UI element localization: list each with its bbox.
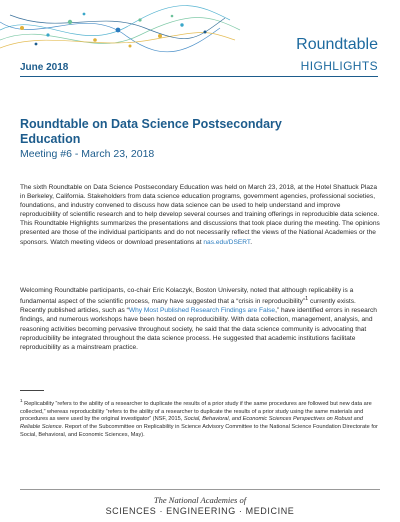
footnote-text-a: Replicability “refers to the ability of a researcher to duplicate the results of a prior study if the same procedures are followed but new data are collected,” whereas reproducibility “refers to the ability of a researcher to duplicate the results of a prior study using the same materials and procedures as were used by the original investigator” (NSF, 2015, (20, 400, 372, 423)
footnote (20, 397, 382, 440)
article-link[interactable]: Why Most Published Research Findings are False (128, 307, 276, 315)
publication-date: June 2018 (20, 62, 69, 73)
welcome-text-2: currently exists. Recently published articles, such as “ (20, 298, 356, 315)
dsert-link[interactable]: nas.edu/DSERT (203, 238, 251, 246)
footnote-reference[interactable]: 1 (305, 296, 309, 303)
footer-divider (20, 489, 380, 490)
intro-paragraph-end: . (250, 238, 253, 246)
footnote-italic-title: Social, Behavioral, and Economic Sciences Perspectives on Robust and Reliable Science (20, 416, 363, 431)
series-title: Roundtable (296, 36, 378, 53)
footer-publisher-line1: The National Academies of (153, 495, 247, 505)
welcome-text-1: Welcoming Roundtable participants, co-chair Eric Kolaczyk, Boston University, noted that although replicability is a fundamental aspect of the scientific process, many have suggested that a “crisis in reproducibility” (20, 287, 354, 306)
series-subtitle: HIGHLIGHTS (300, 59, 378, 73)
welcome-paragraph (20, 286, 382, 352)
header-divider (20, 76, 378, 77)
footnote-marker: 1 (20, 398, 23, 403)
footer-publisher-line2: SCIENCES · ENGINEERING · MEDICINE (105, 506, 295, 516)
document-title: Roundtable on Data Science Postsecondary Education (20, 117, 282, 146)
intro-paragraph-text: The sixth Roundtable on Data Science Postsecondary Education was held on March 23, 2018, at the Hotel Shattuck Plaza in Berkeley, California. Stakeholders from data science education programs, government agencies, professional societies, foundations, and industry convened to discuss how data science can be used to help understand and improve reproducibility of scientific research and to help develop several courses and training offerings in reproducible data science. This Roundtable Highlights summarizes the presentations and discussions that took place during the meeting. The opinions presented are those of the individual participants and do not necessarily reflect the views of the National Academies or the sponsors. Watch meeting videos or download presentations at (20, 184, 380, 246)
meeting-subtitle: Meeting #6 - March 23, 2018 (20, 148, 155, 160)
footnote-text-b: . Report of the Subcommittee on Replicability in Science Advisory Committee to the National Science Foundation Directorate for Social, Behavioral, and Economic Sciences, May). (20, 424, 378, 439)
intro-paragraph (20, 183, 382, 247)
footnote-divider (20, 390, 44, 391)
welcome-text-3: ,” have identified errors in research findings, and numerous workshops have been hosted on reproducibility. With data collection, management, analysis, and reasoning activities becoming pervasive throughout society, he said that the data science community is advocating that reproducibility be integrated throughout the data science process. He suggested that academic institutions facilitate reproducibility as a mainstream practice. (20, 307, 377, 351)
